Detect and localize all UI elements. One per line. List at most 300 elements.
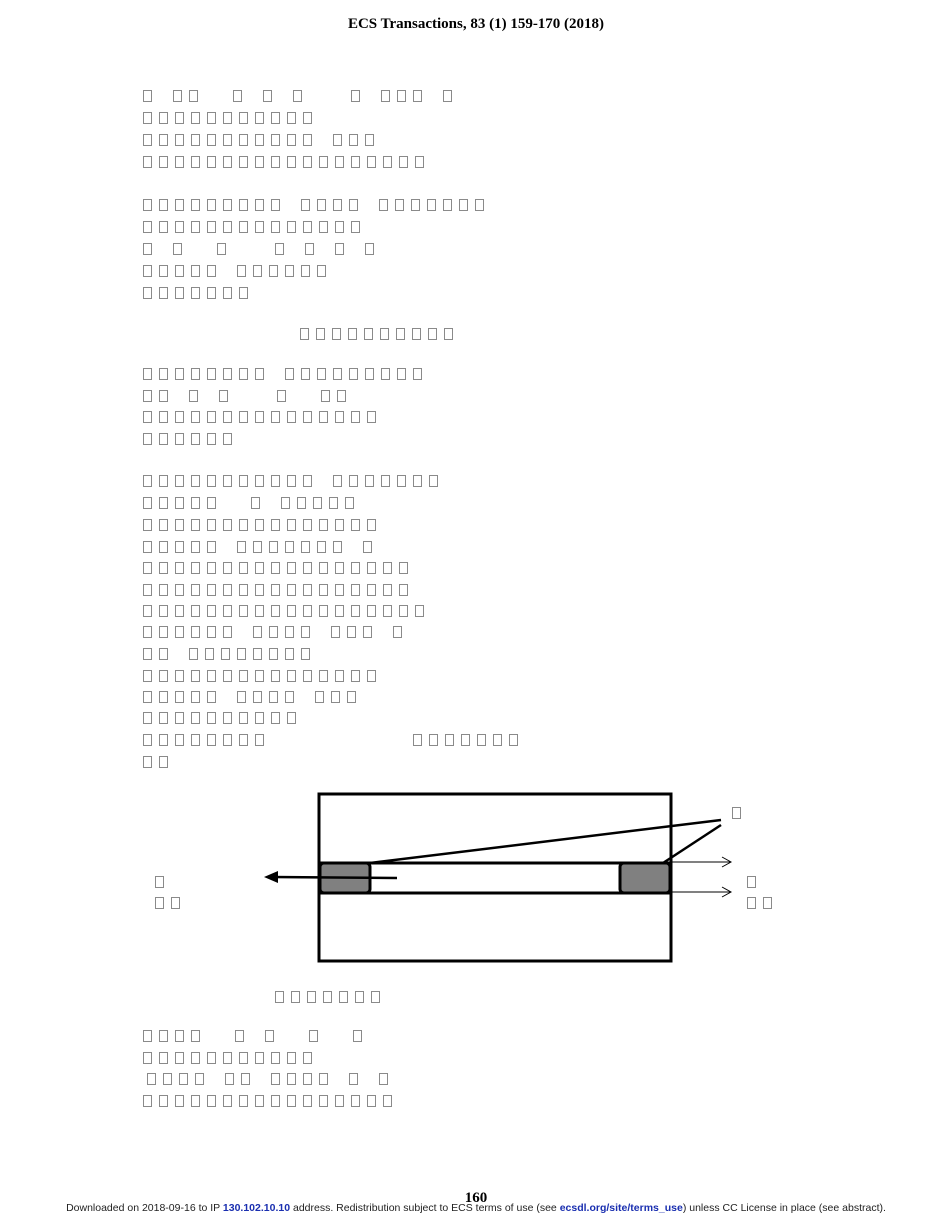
placeholder-glyph (303, 156, 312, 168)
placeholder-glyph (393, 626, 402, 638)
placeholder-glyph (223, 134, 232, 146)
placeholder-glyph (237, 648, 246, 660)
placeholder-glyph (396, 328, 405, 340)
placeholder-glyph (175, 497, 184, 509)
glyph-gap (367, 90, 381, 102)
glyph-gap (335, 1073, 349, 1085)
placeholder-glyph (159, 433, 168, 445)
placeholder-glyph (303, 411, 312, 423)
placeholder-glyph (159, 541, 168, 553)
placeholder-glyph (333, 368, 342, 380)
placeholder-glyph (143, 584, 152, 596)
placeholder-glyph (219, 390, 228, 402)
placeholder-glyph (319, 605, 328, 617)
placeholder-glyph (255, 584, 264, 596)
placeholder-glyph (207, 199, 216, 211)
glyph-gap (247, 243, 261, 255)
placeholder-glyph-line (143, 752, 175, 774)
placeholder-glyph (173, 243, 182, 255)
glyph-gap (293, 390, 307, 402)
placeholder-glyph (285, 541, 294, 553)
placeholder-glyph-line (143, 239, 381, 261)
placeholder-glyph-line (143, 261, 333, 283)
placeholder-glyph-line (143, 580, 415, 602)
placeholder-glyph (159, 1095, 168, 1107)
placeholder-glyph (383, 1095, 392, 1107)
placeholder-glyph (191, 691, 200, 703)
placeholder-glyph (221, 648, 230, 660)
placeholder-glyph (351, 1095, 360, 1107)
placeholder-glyph (191, 519, 200, 531)
placeholder-glyph (253, 691, 262, 703)
placeholder-glyph (253, 648, 262, 660)
placeholder-glyph (303, 1052, 312, 1064)
placeholder-glyph (364, 328, 373, 340)
placeholder-glyph (255, 156, 264, 168)
placeholder-glyph (191, 221, 200, 233)
placeholder-glyph (223, 626, 232, 638)
placeholder-glyph (381, 368, 390, 380)
placeholder-glyph (287, 670, 296, 682)
placeholder-glyph (239, 411, 248, 423)
placeholder-glyph (399, 584, 408, 596)
placeholder-glyph-line (143, 537, 379, 559)
placeholder-glyph (175, 221, 184, 233)
placeholder-glyph (319, 156, 328, 168)
placeholder-glyph-line (143, 515, 383, 537)
placeholder-glyph (397, 368, 406, 380)
placeholder-glyph (207, 433, 216, 445)
placeholder-glyph (207, 670, 216, 682)
placeholder-glyph (349, 475, 358, 487)
placeholder-glyph (179, 1073, 188, 1085)
placeholder-glyph (287, 519, 296, 531)
placeholder-glyph (239, 368, 248, 380)
placeholder-glyph (383, 584, 392, 596)
placeholder-glyph (415, 156, 424, 168)
placeholder-glyph (223, 519, 232, 531)
placeholder-glyph (415, 605, 424, 617)
placeholder-glyph (271, 584, 280, 596)
placeholder-glyph (191, 584, 200, 596)
terms-link[interactable]: ecsdl.org/site/terms_use (559, 1202, 683, 1214)
placeholder-glyph (205, 648, 214, 660)
placeholder-glyph (287, 475, 296, 487)
glyph-gap (205, 390, 219, 402)
placeholder-glyph (175, 562, 184, 574)
placeholder-glyph (175, 134, 184, 146)
glyph-gap (249, 390, 263, 402)
placeholder-glyph (303, 1095, 312, 1107)
placeholder-glyph (233, 90, 242, 102)
placeholder-glyph (351, 411, 360, 423)
placeholder-glyph (316, 328, 325, 340)
placeholder-glyph (253, 265, 262, 277)
placeholder-glyph (223, 287, 232, 299)
placeholder-glyph (143, 368, 152, 380)
placeholder-glyph (365, 368, 374, 380)
placeholder-glyph (207, 734, 216, 746)
placeholder-glyph (189, 648, 198, 660)
placeholder-glyph (239, 519, 248, 531)
placeholder-glyph (207, 562, 216, 574)
placeholder-glyph (159, 390, 168, 402)
placeholder-glyph (159, 584, 168, 596)
placeholder-glyph (255, 712, 264, 724)
placeholder-glyph (275, 243, 284, 255)
placeholder-glyph (207, 112, 216, 124)
placeholder-glyph-line (143, 622, 409, 644)
placeholder-glyph (287, 221, 296, 233)
glyph-gap (379, 626, 393, 638)
placeholder-glyph (335, 243, 344, 255)
glyph-gap (339, 1030, 353, 1042)
placeholder-glyph (159, 734, 168, 746)
glyph-gap (189, 243, 203, 255)
placeholder-glyph (301, 199, 310, 211)
placeholder-glyph (251, 497, 260, 509)
placeholder-glyph (143, 648, 152, 660)
placeholder-glyph (287, 605, 296, 617)
placeholder-glyph (237, 691, 246, 703)
placeholder-glyph (175, 1030, 184, 1042)
placeholder-glyph (301, 368, 310, 380)
placeholder-glyph (159, 756, 168, 768)
placeholder-glyph (191, 626, 200, 638)
placeholder-glyph (301, 541, 310, 553)
placeholder-glyph-line (143, 152, 431, 174)
glyph-gap (319, 134, 333, 146)
placeholder-glyph (175, 1095, 184, 1107)
placeholder-glyph (175, 1052, 184, 1064)
placeholder-glyph (271, 221, 280, 233)
placeholder-glyph (413, 475, 422, 487)
placeholder-glyph (287, 411, 296, 423)
placeholder-glyph-line (143, 86, 459, 108)
placeholder-glyph-line (413, 730, 525, 752)
placeholder-glyph (223, 1095, 232, 1107)
placeholder-glyph (207, 1095, 216, 1107)
placeholder-glyph (339, 991, 348, 1003)
placeholder-glyph (223, 475, 232, 487)
placeholder-glyph (301, 648, 310, 660)
placeholder-glyph (443, 199, 452, 211)
placeholder-glyph (351, 221, 360, 233)
placeholder-glyph (399, 156, 408, 168)
placeholder-glyph (191, 605, 200, 617)
placeholder-glyph (175, 626, 184, 638)
placeholder-glyph (143, 221, 152, 233)
glyph-gap (309, 90, 323, 102)
placeholder-glyph (191, 368, 200, 380)
placeholder-glyph (255, 670, 264, 682)
placeholder-glyph (143, 433, 152, 445)
placeholder-glyph-line (143, 407, 383, 429)
placeholder-glyph (223, 156, 232, 168)
glyph-gap (351, 243, 365, 255)
placeholder-glyph (287, 156, 296, 168)
placeholder-glyph (217, 243, 226, 255)
placeholder-glyph (303, 1073, 312, 1085)
placeholder-glyph (143, 497, 152, 509)
placeholder-glyph-line (143, 644, 317, 666)
placeholder-glyph (239, 562, 248, 574)
placeholder-glyph (189, 90, 198, 102)
placeholder-glyph-line (143, 601, 431, 623)
placeholder-glyph (159, 368, 168, 380)
placeholder-glyph-line (143, 708, 303, 730)
placeholder-glyph (269, 648, 278, 660)
placeholder-glyph (191, 134, 200, 146)
running-header: ECS Transactions, 83 (1) 159-170 (2018) (347, 16, 605, 32)
placeholder-glyph (175, 368, 184, 380)
placeholder-glyph (413, 368, 422, 380)
placeholder-glyph (191, 1052, 200, 1064)
glyph-gap (219, 90, 233, 102)
placeholder-glyph (271, 199, 280, 211)
placeholder-glyph (319, 1073, 328, 1085)
placeholder-glyph (191, 112, 200, 124)
placeholder-glyph (271, 1073, 280, 1085)
placeholder-glyph (159, 1052, 168, 1064)
placeholder-glyph (331, 626, 340, 638)
placeholder-glyph (255, 134, 264, 146)
placeholder-glyph (381, 90, 390, 102)
placeholder-glyph (207, 156, 216, 168)
placeholder-glyph (297, 497, 306, 509)
placeholder-glyph (315, 691, 324, 703)
placeholder-glyph (345, 497, 354, 509)
glyph-gap (233, 243, 247, 255)
placeholder-glyph (319, 1095, 328, 1107)
placeholder-glyph (191, 1030, 200, 1042)
glyph-gap (235, 390, 249, 402)
placeholder-glyph (237, 265, 246, 277)
glyph-gap (295, 1030, 309, 1042)
placeholder-glyph (351, 90, 360, 102)
placeholder-glyph (207, 497, 216, 509)
placeholder-glyph (173, 90, 182, 102)
placeholder-glyph (301, 626, 310, 638)
placeholder-glyph (239, 221, 248, 233)
placeholder-glyph (239, 1095, 248, 1107)
pointer-line-1 (370, 820, 721, 863)
placeholder-glyph (443, 90, 452, 102)
placeholder-glyph (255, 519, 264, 531)
placeholder-glyph-line (143, 666, 383, 688)
placeholder-glyph (239, 112, 248, 124)
placeholder-glyph (309, 1030, 318, 1042)
placeholder-glyph (159, 112, 168, 124)
placeholder-glyph (143, 541, 152, 553)
placeholder-glyph (399, 562, 408, 574)
glyph-gap (429, 90, 443, 102)
placeholder-glyph (255, 562, 264, 574)
placeholder-glyph (383, 156, 392, 168)
placeholder-glyph (367, 156, 376, 168)
placeholder-glyph (321, 390, 330, 402)
placeholder-glyph (143, 756, 152, 768)
placeholder-glyph (397, 475, 406, 487)
glyph-gap (321, 243, 335, 255)
right-block (620, 863, 670, 893)
placeholder-glyph (207, 519, 216, 531)
placeholder-glyph (191, 287, 200, 299)
placeholder-glyph (269, 541, 278, 553)
placeholder-glyph (351, 519, 360, 531)
placeholder-glyph (175, 265, 184, 277)
glyph-gap (207, 1030, 221, 1042)
placeholder-glyph (143, 475, 152, 487)
placeholder-glyph (189, 390, 198, 402)
placeholder-glyph (335, 156, 344, 168)
placeholder-glyph (143, 734, 152, 746)
glyph-gap (223, 265, 237, 277)
placeholder-glyph (223, 584, 232, 596)
placeholder-glyph (143, 605, 152, 617)
placeholder-glyph (271, 411, 280, 423)
glyph-gap (205, 90, 219, 102)
glyph-gap (159, 90, 173, 102)
placeholder-glyph (367, 605, 376, 617)
placeholder-glyph (241, 1073, 250, 1085)
placeholder-glyph (271, 670, 280, 682)
glyph-gap (263, 390, 277, 402)
placeholder-glyph (367, 519, 376, 531)
placeholder-glyph (159, 411, 168, 423)
placeholder-glyph (271, 156, 280, 168)
placeholder-glyph (143, 712, 152, 724)
placeholder-glyph (175, 411, 184, 423)
glyph-gap (349, 541, 363, 553)
placeholder-glyph (239, 475, 248, 487)
glyph-gap (281, 1030, 295, 1042)
placeholder-glyph (303, 112, 312, 124)
glyph-gap (317, 626, 331, 638)
placeholder-glyph (365, 134, 374, 146)
placeholder-glyph (237, 541, 246, 553)
placeholder-glyph (239, 584, 248, 596)
placeholder-glyph (367, 1095, 376, 1107)
placeholder-glyph (223, 605, 232, 617)
placeholder-glyph (412, 328, 421, 340)
placeholder-glyph (223, 1052, 232, 1064)
placeholder-glyph (287, 712, 296, 724)
glyph-gap (203, 243, 217, 255)
placeholder-glyph-line (143, 130, 381, 152)
placeholder-glyph (225, 1073, 234, 1085)
placeholder-glyph (143, 134, 152, 146)
placeholder-glyph (191, 199, 200, 211)
placeholder-glyph (367, 562, 376, 574)
placeholder-glyph-line (143, 217, 367, 239)
placeholder-glyph (335, 519, 344, 531)
glyph-gap (221, 1030, 235, 1042)
placeholder-glyph (191, 712, 200, 724)
placeholder-glyph (239, 199, 248, 211)
placeholder-glyph (333, 541, 342, 553)
placeholder-glyph (159, 712, 168, 724)
placeholder-glyph (143, 670, 152, 682)
glyph-gap (365, 199, 379, 211)
placeholder-glyph (223, 433, 232, 445)
placeholder-glyph (317, 199, 326, 211)
placeholder-glyph-line (143, 1026, 369, 1048)
placeholder-glyph (207, 475, 216, 487)
placeholder-glyph (255, 221, 264, 233)
placeholder-glyph (285, 691, 294, 703)
placeholder-glyph-line (143, 386, 353, 408)
placeholder-glyph (445, 734, 454, 746)
placeholder-glyph (175, 519, 184, 531)
placeholder-glyph (363, 541, 372, 553)
placeholder-glyph (235, 1030, 244, 1042)
placeholder-glyph (271, 605, 280, 617)
placeholder-glyph (207, 411, 216, 423)
placeholder-glyph (159, 475, 168, 487)
placeholder-glyph-line (143, 493, 361, 515)
placeholder-glyph (253, 626, 262, 638)
placeholder-glyph (253, 541, 262, 553)
placeholder-glyph (303, 519, 312, 531)
glyph-gap (365, 1073, 379, 1085)
placeholder-glyph (365, 475, 374, 487)
placeholder-glyph-line (143, 471, 445, 493)
placeholder-glyph (223, 562, 232, 574)
download-footer: Downloaded on 2018-09-16 to IP 130.102.10.10 address. Redistribution subject to ECS terms of use (see ecsdl.org/site/terms_use) unless CC License in place (see abstract). (66, 1202, 886, 1214)
placeholder-glyph (381, 475, 390, 487)
placeholder-glyph (159, 1030, 168, 1042)
placeholder-glyph (175, 112, 184, 124)
placeholder-glyph (329, 497, 338, 509)
placeholder-glyph (175, 541, 184, 553)
placeholder-glyph (207, 605, 216, 617)
placeholder-glyph (239, 1052, 248, 1064)
placeholder-glyph-line (300, 324, 460, 346)
placeholder-glyph-line (147, 1069, 395, 1091)
placeholder-glyph (303, 605, 312, 617)
placeholder-glyph (147, 1073, 156, 1085)
placeholder-glyph (367, 670, 376, 682)
placeholder-glyph (175, 734, 184, 746)
placeholder-glyph (300, 328, 309, 340)
placeholder-glyph (285, 368, 294, 380)
placeholder-glyph (223, 368, 232, 380)
placeholder-glyph (263, 90, 272, 102)
placeholder-glyph (317, 265, 326, 277)
placeholder-glyph (271, 1052, 280, 1064)
placeholder-glyph (355, 991, 364, 1003)
glyph-gap (223, 691, 237, 703)
placeholder-glyph (303, 562, 312, 574)
placeholder-glyph (159, 648, 168, 660)
placeholder-glyph (285, 626, 294, 638)
placeholder-glyph (349, 134, 358, 146)
placeholder-glyph (277, 390, 286, 402)
placeholder-glyph (207, 712, 216, 724)
glyph-gap (291, 243, 305, 255)
placeholder-glyph (159, 497, 168, 509)
glyph-gap (279, 90, 293, 102)
placeholder-glyph (319, 562, 328, 574)
placeholder-glyph (351, 605, 360, 617)
placeholder-glyph (365, 243, 374, 255)
placeholder-glyph (255, 605, 264, 617)
placeholder-glyph (287, 1095, 296, 1107)
placeholder-glyph (159, 562, 168, 574)
placeholder-glyph (143, 562, 152, 574)
placeholder-glyph (269, 626, 278, 638)
